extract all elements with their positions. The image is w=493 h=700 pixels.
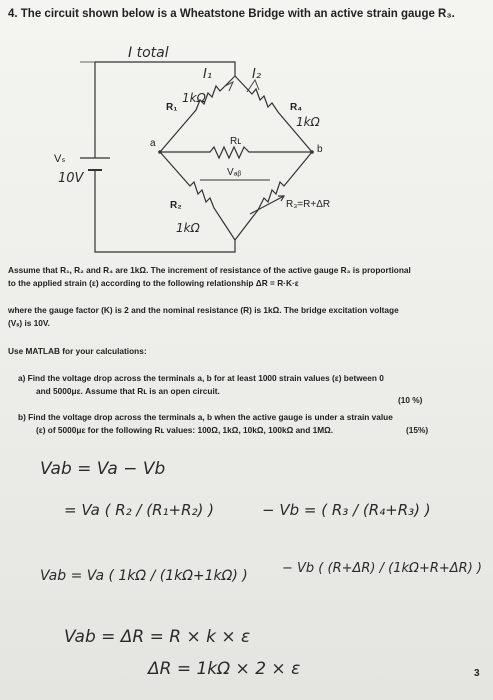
matlab-instruction: Use MATLAB for your calculations:: [8, 346, 147, 356]
work-line-3a: Vab = Va ( 1kΩ / (1kΩ+1kΩ) ): [40, 568, 248, 584]
left-wire-bottom: [95, 178, 235, 252]
work-line-3b: − Vb ( (R+ΔR) / (1kΩ+R+ΔR) ): [282, 561, 482, 576]
part-a-line-2: and 5000με. Assume that Rʟ is an open circuit.: [36, 386, 220, 396]
work-line-1: Vab = Va − Vb: [40, 459, 166, 479]
label-r2: R₂: [170, 200, 182, 211]
part-b-line-2: (ε) of 5000με for the following Rʟ values: 100Ω, 1kΩ, 10kΩ, 100kΩ and 1MΩ.: [36, 425, 334, 435]
resistor-r1: [160, 76, 235, 152]
handwritten-r1-value: 1kΩ: [182, 91, 206, 105]
part-a-line-1: a) Find the voltage drop across the terminals a, b for at least 1000 strain values (ε) between 0: [18, 373, 384, 383]
resistor-r4: [235, 76, 312, 152]
work-line-4: Vab = ΔR = R × k × ε: [64, 627, 251, 647]
resistor-rl: [160, 147, 312, 158]
label-r1: R₁: [166, 102, 178, 113]
handwritten-r2-value: 1kΩ: [176, 221, 200, 235]
node-a-dot: [158, 150, 162, 154]
top-wire: [95, 62, 235, 76]
handwritten-i2: I₂: [252, 67, 262, 82]
label-node-b: b: [317, 144, 323, 155]
work-line-2a: = Va ( R₂ / (R₁+R₂) ): [64, 501, 215, 519]
gauge-line-1: where the gauge factor (K) is 2 and the nominal resistance (R) is 1kΩ. The bridge excitation voltage: [8, 305, 399, 315]
part-b-marks: (15%): [406, 425, 429, 435]
label-rl: Rʟ: [230, 136, 242, 147]
work-line-5: ΔR = 1kΩ × 2 × ε: [148, 659, 301, 679]
r3-arrow: [250, 196, 284, 214]
handwritten-itotal: I total: [128, 45, 169, 61]
assume-line-2: to the applied strain (ε) according to the following relationship ΔR = R·K·ε: [8, 278, 299, 288]
label-node-a: a: [150, 138, 156, 149]
resistor-r3: [235, 152, 312, 240]
label-vs: Vₛ: [54, 153, 66, 165]
i1-arrow: [225, 82, 233, 91]
question-title: 4. The circuit shown below is a Wheatstone Bridge with an active strain gauge R₃.: [8, 8, 455, 20]
assume-line-1: Assume that R₁, R₂ and R₄ are 1kΩ. The increment of resistance of the active gauge R₃ is proportional: [8, 265, 411, 275]
label-r3: R₃=R+ΔR: [286, 199, 331, 210]
part-a-marks: (10 %): [398, 395, 423, 405]
gauge-line-2: (Vₛ) is 10V.: [8, 318, 50, 328]
handwritten-i1: I₁: [203, 67, 213, 82]
handwritten-vs-value: 10V: [58, 171, 84, 186]
node-b-dot: [310, 150, 314, 154]
label-vab: Vₐᵦ: [227, 167, 242, 178]
page-number: 3: [474, 668, 480, 679]
handwritten-r4-value: 1kΩ: [296, 115, 320, 129]
part-b-line-1: b) Find the voltage drop across the terminals a, b when the active gauge is under a strain value: [18, 412, 393, 422]
label-r4: R₄: [290, 102, 302, 113]
work-line-2b: − Vb = ( R₃ / (R₄+R₃) ): [262, 501, 431, 519]
